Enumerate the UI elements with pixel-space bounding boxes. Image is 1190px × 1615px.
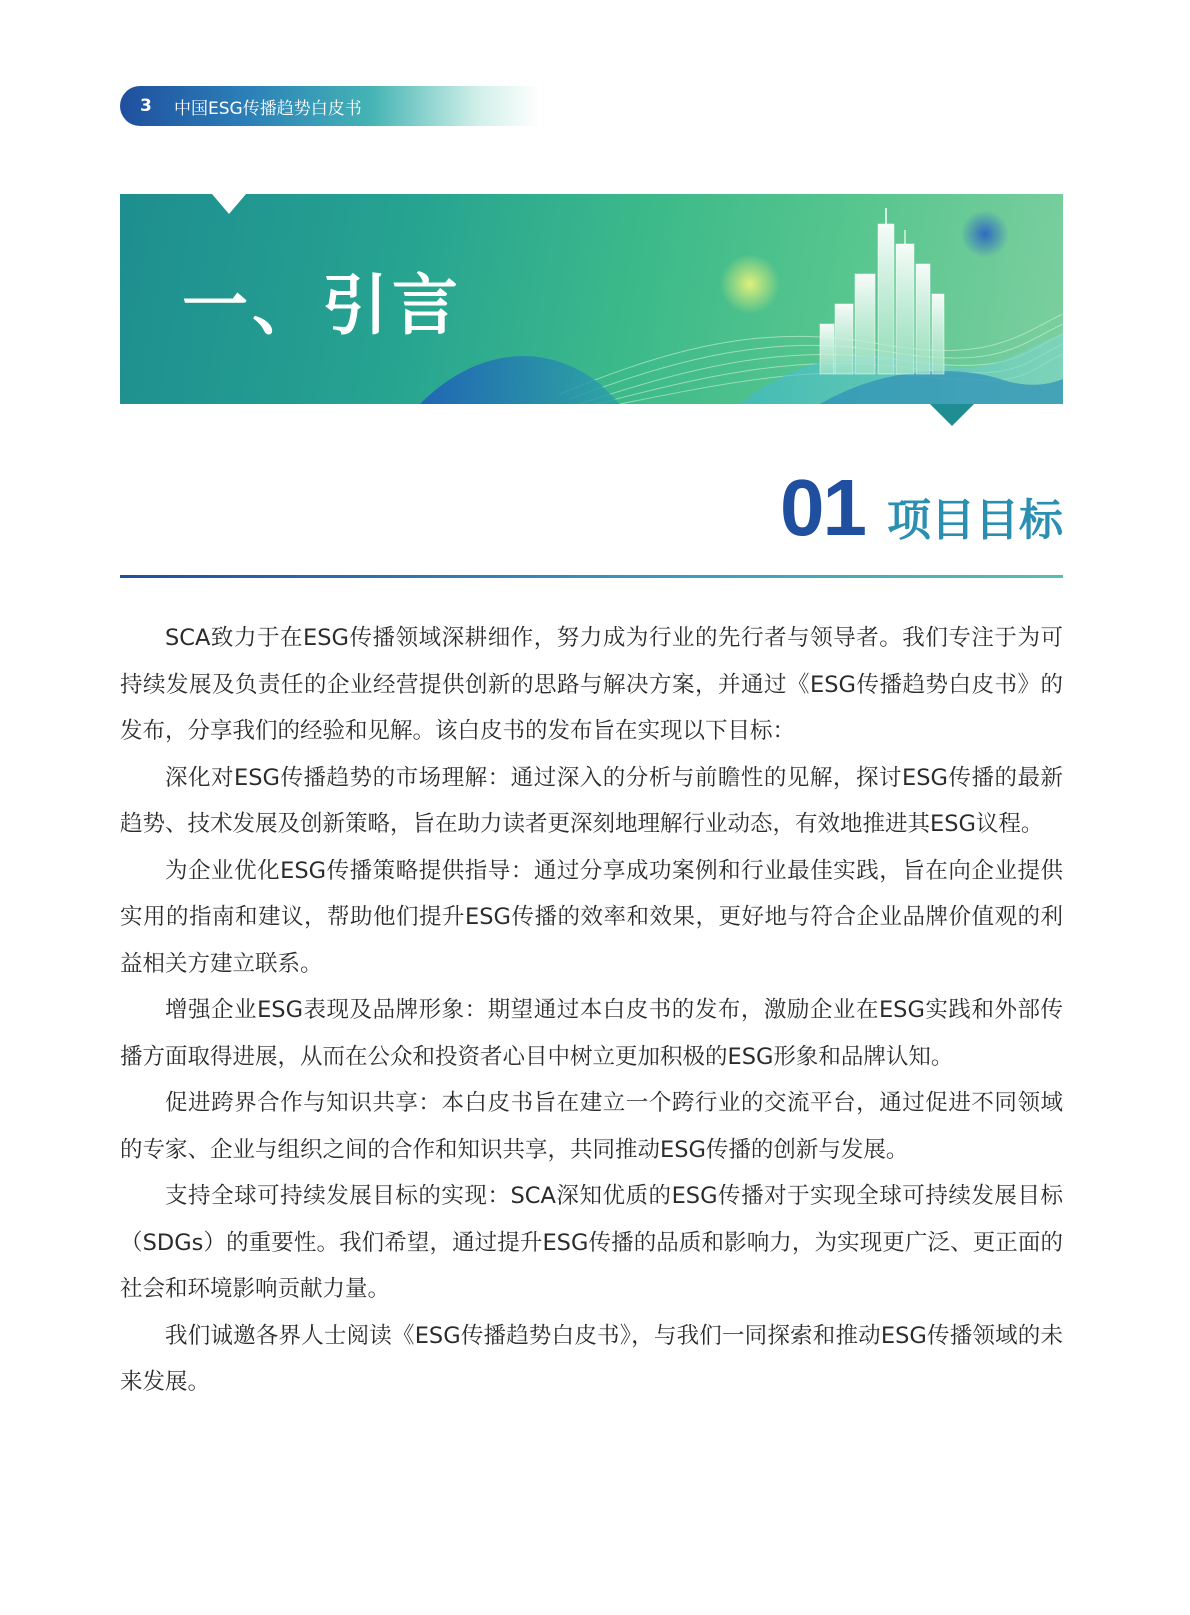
- page-number: 3: [140, 96, 152, 116]
- paragraph: SCA致力于在ESG传播领域深耕细作，努力成为行业的先行者与领导者。我们专注于为可持续发展及负责任的企业经营提供创新的思路与解决方案，并通过《ESG传播趋势白皮书》的发布，分享我们的经验和见解。该白皮书的发布旨在实现以下目标：: [120, 625, 1063, 744]
- paragraph: 增强企业ESG表现及品牌形象：期望通过本白皮书的发布，激励企业在ESG实践和外部传播方面取得进展，从而在公众和投资者心目中树立更加积极的ESG形象和品牌认知。: [120, 997, 1063, 1070]
- section-heading: [780, 462, 1063, 554]
- chapter-banner: [120, 194, 1063, 404]
- paragraph: 支持全球可持续发展目标的实现：SCA深知优质的ESG传播对于实现全球可持续发展目标（SDGs）的重要性。我们希望，通过提升ESG传播的品质和影响力，为实现更广泛、更正面的社会和环境影响贡献力量。: [120, 1183, 1063, 1302]
- banner-tail: [930, 404, 974, 426]
- body-text: [120, 615, 1063, 1406]
- document-title: 中国ESG传播趋势白皮书: [174, 98, 362, 119]
- paragraph: 深化对ESG传播趋势的市场理解：通过深入的分析与前瞻性的见解，探讨ESG传播的最新趋势、技术发展及创新策略，旨在助力读者更深刻地理解行业动态，有效地推进其ESG议程。: [120, 764, 1063, 837]
- banner-notch: [212, 194, 246, 214]
- chapter-title: 一、引言: [182, 267, 462, 344]
- section-number: 01: [780, 463, 865, 552]
- paragraph: 促进跨界合作与知识共享：本白皮书旨在建立一个跨行业的交流平台，通过促进不同领域的专家、企业与组织之间的合作和知识共享，共同推动ESG传播的创新与发展。: [120, 1090, 1063, 1163]
- paragraph: 我们诚邀各界人士阅读《ESG传播趋势白皮书》，与我们一同探索和推动ESG传播领域的未来发展。: [120, 1322, 1063, 1395]
- section-divider: [120, 575, 1063, 578]
- paragraph: 为企业优化ESG传播策略提供指导：通过分享成功案例和行业最佳实践，旨在向企业提供实用的指南和建议，帮助他们提升ESG传播的效率和效果，更好地与符合企业品牌价值观的利益相关方建立联系。: [120, 857, 1063, 977]
- running-header: [120, 86, 540, 126]
- section-title: 项目目标: [887, 495, 1063, 546]
